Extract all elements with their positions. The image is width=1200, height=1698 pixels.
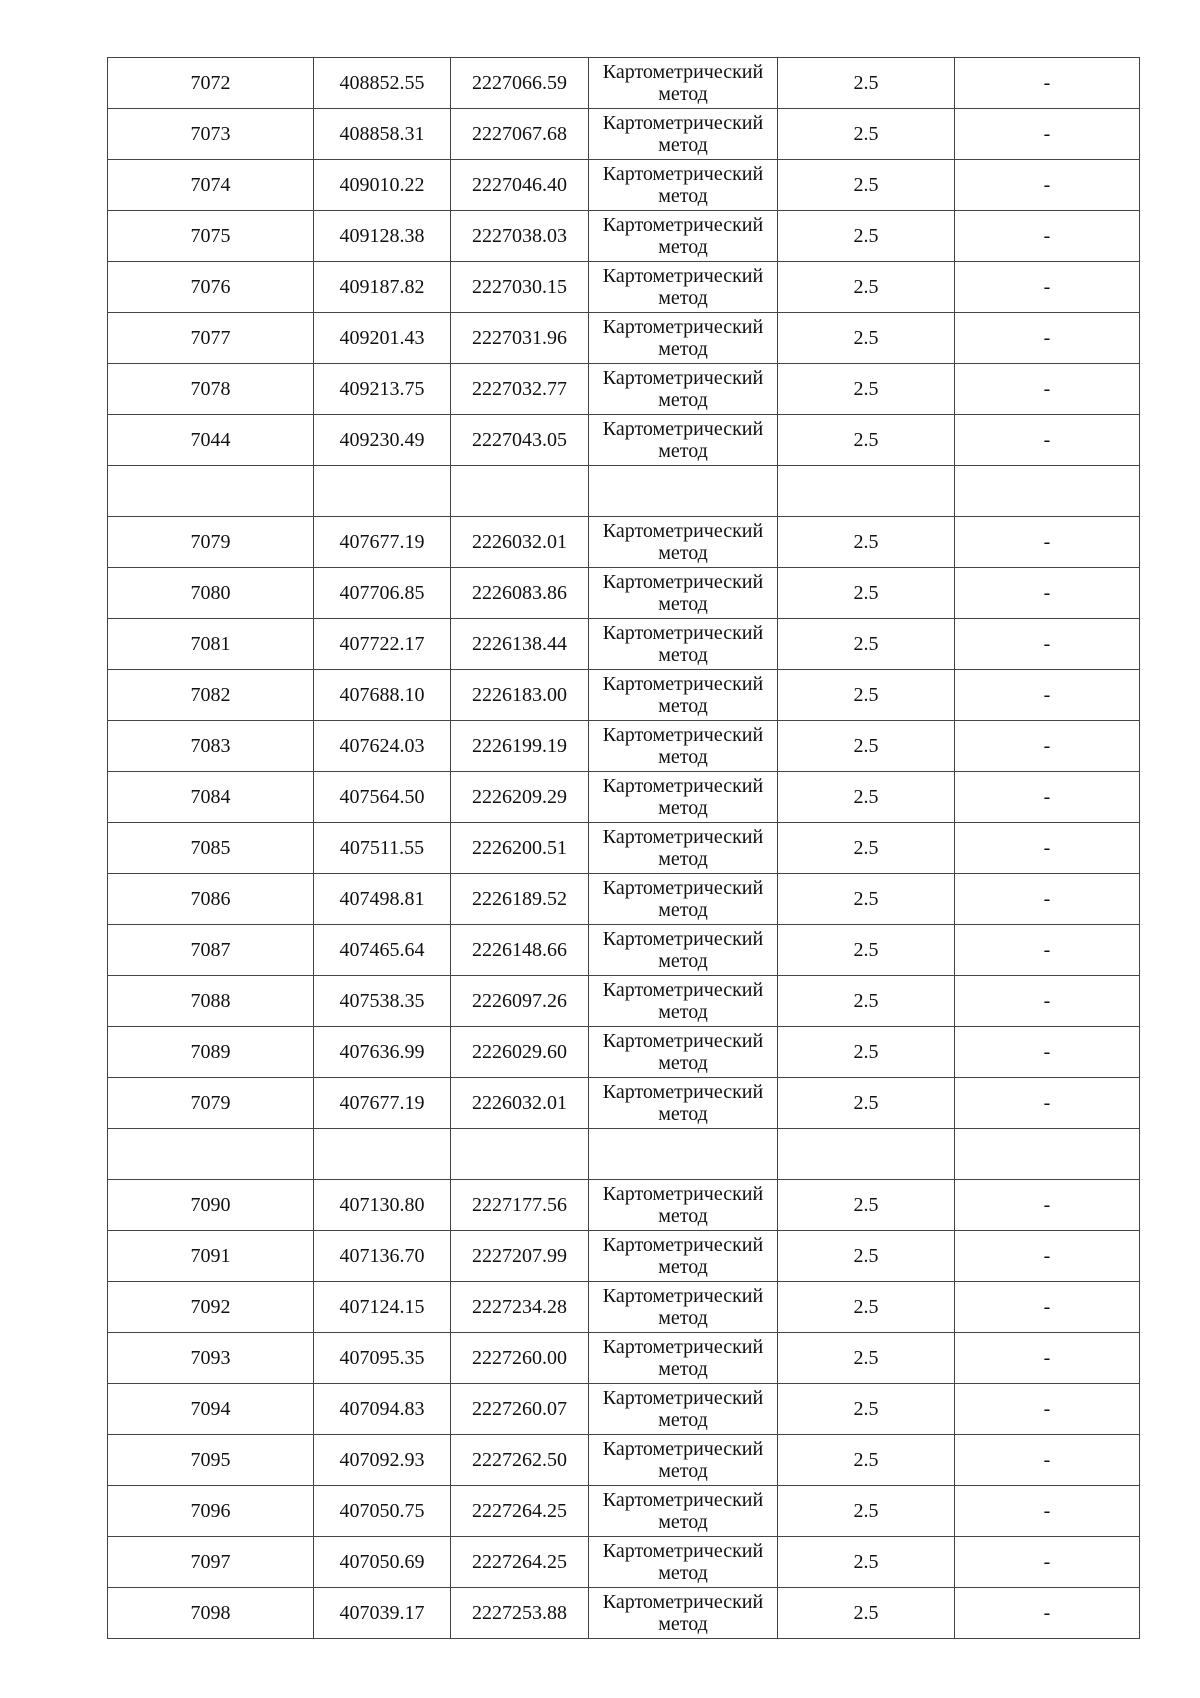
accuracy-cell: 2.5 — [778, 976, 955, 1027]
y-coordinate-cell: 2226183.00 — [451, 670, 589, 721]
y-coordinate-cell: 2227046.40 — [451, 160, 589, 211]
accuracy-cell: 2.5 — [778, 1078, 955, 1129]
table-row — [108, 1588, 1140, 1639]
table-row — [108, 823, 1140, 874]
x-coordinate-cell: 407706.85 — [314, 568, 451, 619]
method-cell: Картометрический метод — [589, 1333, 778, 1384]
method-cell: Картометрический метод — [589, 874, 778, 925]
accuracy-cell: 2.5 — [778, 1282, 955, 1333]
point-number-cell: 7076 — [108, 262, 314, 313]
point-number-cell: 7077 — [108, 313, 314, 364]
y-coordinate-cell: 2226200.51 — [451, 823, 589, 874]
accuracy-cell: 2.5 — [778, 1027, 955, 1078]
y-coordinate-cell: 2227038.03 — [451, 211, 589, 262]
method-cell: Картометрический метод — [589, 1078, 778, 1129]
accuracy-cell: 2.5 — [778, 1588, 955, 1639]
accuracy-cell: 2.5 — [778, 619, 955, 670]
y-coordinate-cell: 2227260.07 — [451, 1384, 589, 1435]
table-row — [108, 925, 1140, 976]
accuracy-cell: 2.5 — [778, 211, 955, 262]
accuracy-cell: 2.5 — [778, 925, 955, 976]
table-row — [108, 1333, 1140, 1384]
table-row — [108, 721, 1140, 772]
x-coordinate-cell: 407050.69 — [314, 1537, 451, 1588]
x-coordinate-cell: 409187.82 — [314, 262, 451, 313]
method-cell: Картометрический метод — [589, 721, 778, 772]
table-row — [108, 1282, 1140, 1333]
x-coordinate-cell — [314, 466, 451, 517]
method-cell: Картометрический метод — [589, 1180, 778, 1231]
x-coordinate-cell: 407092.93 — [314, 1435, 451, 1486]
table-row — [108, 466, 1140, 517]
note-cell: - — [955, 1435, 1140, 1486]
y-coordinate-cell: 2226032.01 — [451, 517, 589, 568]
method-cell: Картометрический метод — [589, 1588, 778, 1639]
table-row — [108, 1129, 1140, 1180]
table-row — [108, 1384, 1140, 1435]
x-coordinate-cell: 407511.55 — [314, 823, 451, 874]
point-number-cell: 7090 — [108, 1180, 314, 1231]
y-coordinate-cell: 2227260.00 — [451, 1333, 589, 1384]
method-cell: Картометрический метод — [589, 415, 778, 466]
point-number-cell: 7078 — [108, 364, 314, 415]
table-row — [108, 670, 1140, 721]
point-number-cell: 7089 — [108, 1027, 314, 1078]
x-coordinate-cell: 407624.03 — [314, 721, 451, 772]
x-coordinate-cell: 407039.17 — [314, 1588, 451, 1639]
note-cell: - — [955, 670, 1140, 721]
point-number-cell: 7091 — [108, 1231, 314, 1282]
point-number-cell: 7079 — [108, 517, 314, 568]
y-coordinate-cell: 2227030.15 — [451, 262, 589, 313]
table-row — [108, 772, 1140, 823]
note-cell: - — [955, 262, 1140, 313]
y-coordinate-cell: 2226199.19 — [451, 721, 589, 772]
accuracy-cell: 2.5 — [778, 874, 955, 925]
note-cell: - — [955, 313, 1140, 364]
y-coordinate-cell: 2227031.96 — [451, 313, 589, 364]
accuracy-cell: 2.5 — [778, 1180, 955, 1231]
point-number-cell: 7097 — [108, 1537, 314, 1588]
note-cell: - — [955, 1231, 1140, 1282]
y-coordinate-cell: 2226209.29 — [451, 772, 589, 823]
point-number-cell: 7080 — [108, 568, 314, 619]
note-cell: - — [955, 874, 1140, 925]
accuracy-cell: 2.5 — [778, 109, 955, 160]
y-coordinate-cell: 2227262.50 — [451, 1435, 589, 1486]
method-cell — [589, 466, 778, 517]
point-number-cell: 7098 — [108, 1588, 314, 1639]
table-row — [108, 211, 1140, 262]
accuracy-cell — [778, 1129, 955, 1180]
point-number-cell: 7082 — [108, 670, 314, 721]
accuracy-cell: 2.5 — [778, 160, 955, 211]
x-coordinate-cell: 407465.64 — [314, 925, 451, 976]
note-cell: - — [955, 1027, 1140, 1078]
coordinates-table — [107, 57, 1140, 1639]
point-number-cell: 7044 — [108, 415, 314, 466]
table-row — [108, 364, 1140, 415]
x-coordinate-cell: 409230.49 — [314, 415, 451, 466]
note-cell — [955, 1129, 1140, 1180]
x-coordinate-cell: 408852.55 — [314, 58, 451, 109]
accuracy-cell: 2.5 — [778, 58, 955, 109]
method-cell: Картометрический метод — [589, 619, 778, 670]
note-cell: - — [955, 1537, 1140, 1588]
table-row — [108, 109, 1140, 160]
point-number-cell: 7074 — [108, 160, 314, 211]
point-number-cell: 7079 — [108, 1078, 314, 1129]
x-coordinate-cell: 407130.80 — [314, 1180, 451, 1231]
y-coordinate-cell: 2227264.25 — [451, 1537, 589, 1588]
accuracy-cell: 2.5 — [778, 670, 955, 721]
x-coordinate-cell: 407722.17 — [314, 619, 451, 670]
y-coordinate-cell — [451, 1129, 589, 1180]
point-number-cell: 7087 — [108, 925, 314, 976]
x-coordinate-cell: 409128.38 — [314, 211, 451, 262]
y-coordinate-cell: 2227067.68 — [451, 109, 589, 160]
x-coordinate-cell: 407677.19 — [314, 517, 451, 568]
point-number-cell: 7084 — [108, 772, 314, 823]
note-cell: - — [955, 772, 1140, 823]
method-cell: Картометрический метод — [589, 976, 778, 1027]
accuracy-cell — [778, 466, 955, 517]
table-row — [108, 1180, 1140, 1231]
method-cell: Картометрический метод — [589, 364, 778, 415]
x-coordinate-cell: 407124.15 — [314, 1282, 451, 1333]
note-cell: - — [955, 619, 1140, 670]
point-number-cell: 7096 — [108, 1486, 314, 1537]
accuracy-cell: 2.5 — [778, 721, 955, 772]
note-cell: - — [955, 1588, 1140, 1639]
method-cell: Картометрический метод — [589, 313, 778, 364]
accuracy-cell: 2.5 — [778, 823, 955, 874]
y-coordinate-cell: 2227043.05 — [451, 415, 589, 466]
method-cell: Картометрический метод — [589, 262, 778, 313]
point-number-cell: 7073 — [108, 109, 314, 160]
point-number-cell — [108, 466, 314, 517]
accuracy-cell: 2.5 — [778, 568, 955, 619]
point-number-cell: 7088 — [108, 976, 314, 1027]
method-cell: Картометрический метод — [589, 58, 778, 109]
x-coordinate-cell: 407564.50 — [314, 772, 451, 823]
note-cell: - — [955, 1078, 1140, 1129]
note-cell: - — [955, 925, 1140, 976]
method-cell: Картометрический метод — [589, 925, 778, 976]
y-coordinate-cell: 2227207.99 — [451, 1231, 589, 1282]
y-coordinate-cell: 2226138.44 — [451, 619, 589, 670]
x-coordinate-cell: 408858.31 — [314, 109, 451, 160]
point-number-cell: 7094 — [108, 1384, 314, 1435]
accuracy-cell: 2.5 — [778, 517, 955, 568]
accuracy-cell: 2.5 — [778, 313, 955, 364]
note-cell: - — [955, 364, 1140, 415]
x-coordinate-cell: 407136.70 — [314, 1231, 451, 1282]
table-row — [108, 1231, 1140, 1282]
y-coordinate-cell: 2227032.77 — [451, 364, 589, 415]
accuracy-cell: 2.5 — [778, 1435, 955, 1486]
x-coordinate-cell: 407688.10 — [314, 670, 451, 721]
note-cell: - — [955, 976, 1140, 1027]
note-cell: - — [955, 58, 1140, 109]
table-row — [108, 874, 1140, 925]
table-row — [108, 1537, 1140, 1588]
y-coordinate-cell: 2226083.86 — [451, 568, 589, 619]
method-cell: Картометрический метод — [589, 772, 778, 823]
accuracy-cell: 2.5 — [778, 262, 955, 313]
accuracy-cell: 2.5 — [778, 1486, 955, 1537]
x-coordinate-cell: 407636.99 — [314, 1027, 451, 1078]
table-row — [108, 262, 1140, 313]
y-coordinate-cell: 2227234.28 — [451, 1282, 589, 1333]
x-coordinate-cell: 409201.43 — [314, 313, 451, 364]
y-coordinate-cell: 2226148.66 — [451, 925, 589, 976]
accuracy-cell: 2.5 — [778, 772, 955, 823]
note-cell: - — [955, 109, 1140, 160]
point-number-cell: 7085 — [108, 823, 314, 874]
table-row — [108, 976, 1140, 1027]
y-coordinate-cell: 2227066.59 — [451, 58, 589, 109]
table-row — [108, 1435, 1140, 1486]
y-coordinate-cell: 2227253.88 — [451, 1588, 589, 1639]
x-coordinate-cell: 407538.35 — [314, 976, 451, 1027]
accuracy-cell: 2.5 — [778, 1333, 955, 1384]
accuracy-cell: 2.5 — [778, 1384, 955, 1435]
method-cell: Картометрический метод — [589, 568, 778, 619]
y-coordinate-cell — [451, 466, 589, 517]
y-coordinate-cell: 2226032.01 — [451, 1078, 589, 1129]
x-coordinate-cell — [314, 1129, 451, 1180]
document-page — [107, 57, 1139, 1639]
coordinates-table-body — [108, 58, 1140, 1639]
y-coordinate-cell: 2226029.60 — [451, 1027, 589, 1078]
method-cell: Картометрический метод — [589, 1282, 778, 1333]
table-row — [108, 415, 1140, 466]
y-coordinate-cell: 2227264.25 — [451, 1486, 589, 1537]
note-cell: - — [955, 160, 1140, 211]
y-coordinate-cell: 2226097.26 — [451, 976, 589, 1027]
method-cell: Картометрический метод — [589, 160, 778, 211]
method-cell: Картометрический метод — [589, 823, 778, 874]
method-cell: Картометрический метод — [589, 109, 778, 160]
table-row — [108, 1486, 1140, 1537]
y-coordinate-cell: 2226189.52 — [451, 874, 589, 925]
point-number-cell: 7093 — [108, 1333, 314, 1384]
accuracy-cell: 2.5 — [778, 1231, 955, 1282]
note-cell: - — [955, 1282, 1140, 1333]
method-cell: Картометрический метод — [589, 1027, 778, 1078]
table-row — [108, 517, 1140, 568]
note-cell: - — [955, 568, 1140, 619]
note-cell: - — [955, 211, 1140, 262]
accuracy-cell: 2.5 — [778, 415, 955, 466]
table-row — [108, 568, 1140, 619]
point-number-cell: 7075 — [108, 211, 314, 262]
point-number-cell: 7092 — [108, 1282, 314, 1333]
method-cell: Картометрический метод — [589, 1384, 778, 1435]
point-number-cell: 7095 — [108, 1435, 314, 1486]
point-number-cell: 7083 — [108, 721, 314, 772]
note-cell: - — [955, 1180, 1140, 1231]
note-cell: - — [955, 517, 1140, 568]
note-cell: - — [955, 1384, 1140, 1435]
point-number-cell: 7081 — [108, 619, 314, 670]
method-cell: Картометрический метод — [589, 517, 778, 568]
method-cell: Картометрический метод — [589, 670, 778, 721]
method-cell: Картометрический метод — [589, 1231, 778, 1282]
method-cell — [589, 1129, 778, 1180]
x-coordinate-cell: 407677.19 — [314, 1078, 451, 1129]
note-cell: - — [955, 1486, 1140, 1537]
x-coordinate-cell: 407095.35 — [314, 1333, 451, 1384]
point-number-cell: 7072 — [108, 58, 314, 109]
x-coordinate-cell: 409010.22 — [314, 160, 451, 211]
method-cell: Картометрический метод — [589, 1537, 778, 1588]
method-cell: Картометрический метод — [589, 211, 778, 262]
point-number-cell — [108, 1129, 314, 1180]
table-row — [108, 619, 1140, 670]
table-row — [108, 160, 1140, 211]
method-cell: Картометрический метод — [589, 1486, 778, 1537]
note-cell: - — [955, 1333, 1140, 1384]
note-cell: - — [955, 721, 1140, 772]
x-coordinate-cell: 407498.81 — [314, 874, 451, 925]
x-coordinate-cell: 409213.75 — [314, 364, 451, 415]
note-cell: - — [955, 823, 1140, 874]
x-coordinate-cell: 407050.75 — [314, 1486, 451, 1537]
accuracy-cell: 2.5 — [778, 1537, 955, 1588]
y-coordinate-cell: 2227177.56 — [451, 1180, 589, 1231]
note-cell: - — [955, 415, 1140, 466]
x-coordinate-cell: 407094.83 — [314, 1384, 451, 1435]
note-cell — [955, 466, 1140, 517]
table-row — [108, 1078, 1140, 1129]
table-row — [108, 313, 1140, 364]
accuracy-cell: 2.5 — [778, 364, 955, 415]
table-row — [108, 58, 1140, 109]
method-cell: Картометрический метод — [589, 1435, 778, 1486]
table-row — [108, 1027, 1140, 1078]
point-number-cell: 7086 — [108, 874, 314, 925]
